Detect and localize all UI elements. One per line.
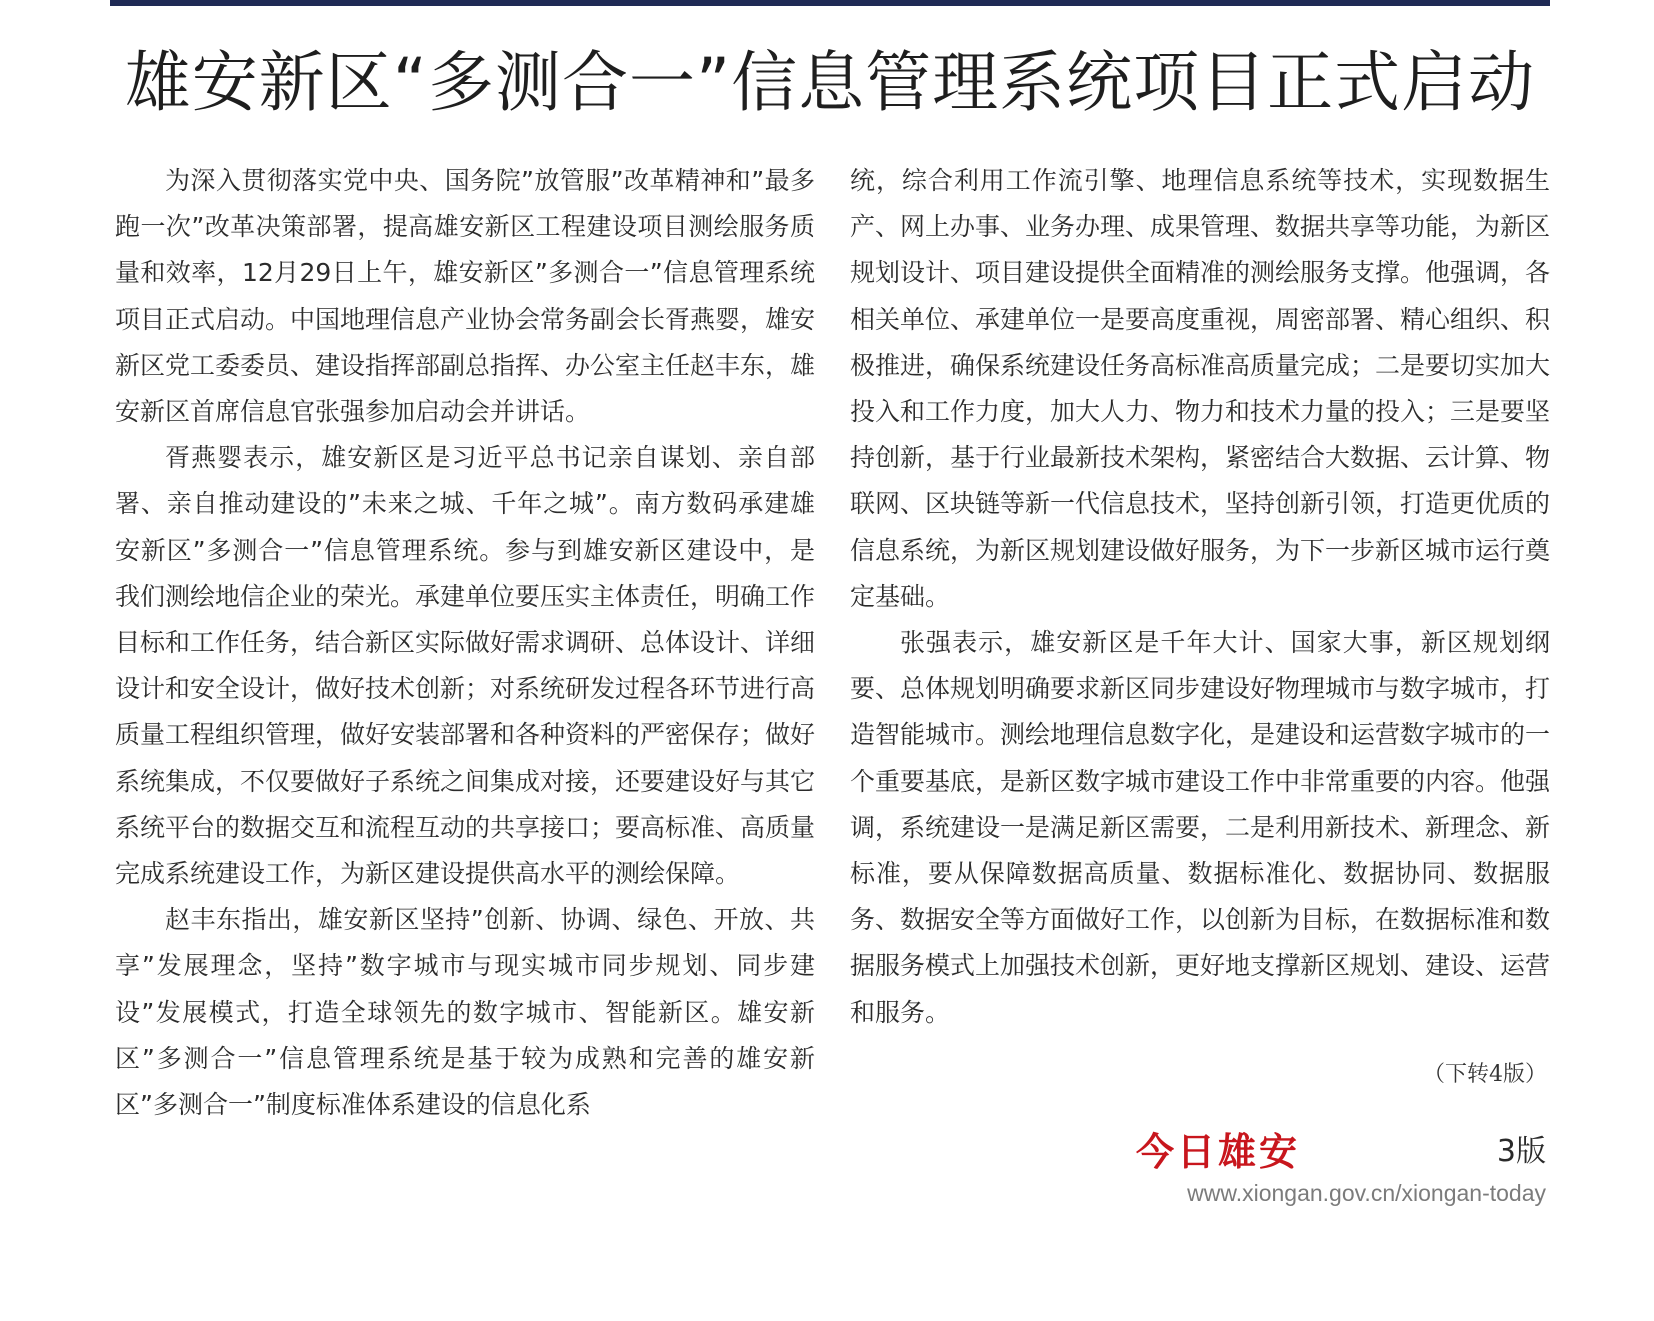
site-url: www.xiongan.gov.cn/xiongan-today bbox=[1187, 1180, 1546, 1206]
paragraph-zhao-fengdong-continued: 统，综合利用工作流引擎、地理信息系统等技术，实现数据生产、网上办事、业务办理、成果管理、数据共享等功能，为新区规划设计、项目建设提供全面精准的测绘服务支撑。他强调，各相关单位、承建单位一是要高度重视，周密部署、精心组织、积极推进，确保系统建设任务高标准高质量完成；二是要切实加大投入和工作力度，加大人力、物力和技术力量的投入；三是要坚持创新，基于行业最新技术架构，紧密结合大数据、云计算、物联网、区块链等新一代信息技术，坚持创新引领，打造更优质的信息系统，为新区规划建设做好服务，为下一步新区城市运行奠定基础。 bbox=[850, 166, 1551, 611]
top-rule bbox=[110, 0, 1550, 6]
paragraph-intro: 为深入贯彻落实党中央、国务院”放管服”改革精神和”最多跑一次”改革决策部署，提高雄安新区工程建设项目测绘服务质量和效率，12月29日上午，雄安新区”多测合一”信息管理系统项目正式启动。中国地理信息产业协会常务副会长胥燕婴，雄安新区党工委委员、建设指挥部副总指挥、办公室主任赵丰东，雄安新区首席信息官张强参加启动会并讲话。 bbox=[115, 166, 816, 427]
continued-on-page-note: （下转4版） bbox=[1423, 1062, 1547, 1087]
article-title: 雄安新区“多测合一”信息管理系统项目正式启动 bbox=[124, 44, 1536, 121]
paragraph-xu-yanying: 胥燕婴表示，雄安新区是习近平总书记亲自谋划、亲自部署、亲自推动建设的”未来之城、千年之城”。南方数码承建雄安新区”多测合一”信息管理系统。参与到雄安新区建设中，是我们测绘地信企业的荣光。承建单位要压实主体责任，明确工作目标和工作任务，结合新区实际做好需求调研、总体设计、详细设计和安全设计，做好技术创新；对系统研发过程各环节进行高质量工程组织管理，做好安装部署和各种资料的严密保存；做好系统集成，不仅要做好子系统之间集成对接，还要建设好与其它系统平台的数据交互和流程互动的共享接口；要高标准、高质量完成系统建设工作，为新区建设提供高水平的测绘保障。 bbox=[115, 443, 816, 889]
article-right-column bbox=[850, 158, 1550, 1036]
paragraph-zhang-qiang: 张强表示，雄安新区是千年大计、国家大事，新区规划纲要、总体规划明确要求新区同步建设好物理城市与数字城市，打造智能城市。测绘地理信息数字化，是建设和运营数字城市的一个重要基底，是新区数字城市建设工作中非常重要的内容。他强调，系统建设一是满足新区需要，二是利用新技术、新理念、新标准，要从保障数据高质量、数据标准化、数据协同、数据服务、数据安全等方面做好工作，以创新为目标，在数据标准和数据服务模式上加强技术创新，更好地支撑新区规划、建设、运营和服务。 bbox=[850, 628, 1551, 1027]
page-number: 3版 bbox=[1496, 1134, 1546, 1169]
page-footer bbox=[1100, 1128, 1550, 1208]
masthead-logo: 今日雄安 bbox=[1136, 1129, 1301, 1174]
article-left-column bbox=[115, 158, 815, 1128]
paragraph-zhao-fengdong: 赵丰东指出，雄安新区坚持”创新、协调、绿色、开放、共享”发展理念，坚持”数字城市与现实城市同步规划、同步建设”发展模式，打造全球领先的数字城市、智能新区。雄安新区”多测合一”信息管理系统是基于较为成熟和完善的雄安新区”多测合一”制度标准体系建设的信息化系 bbox=[115, 905, 815, 1120]
